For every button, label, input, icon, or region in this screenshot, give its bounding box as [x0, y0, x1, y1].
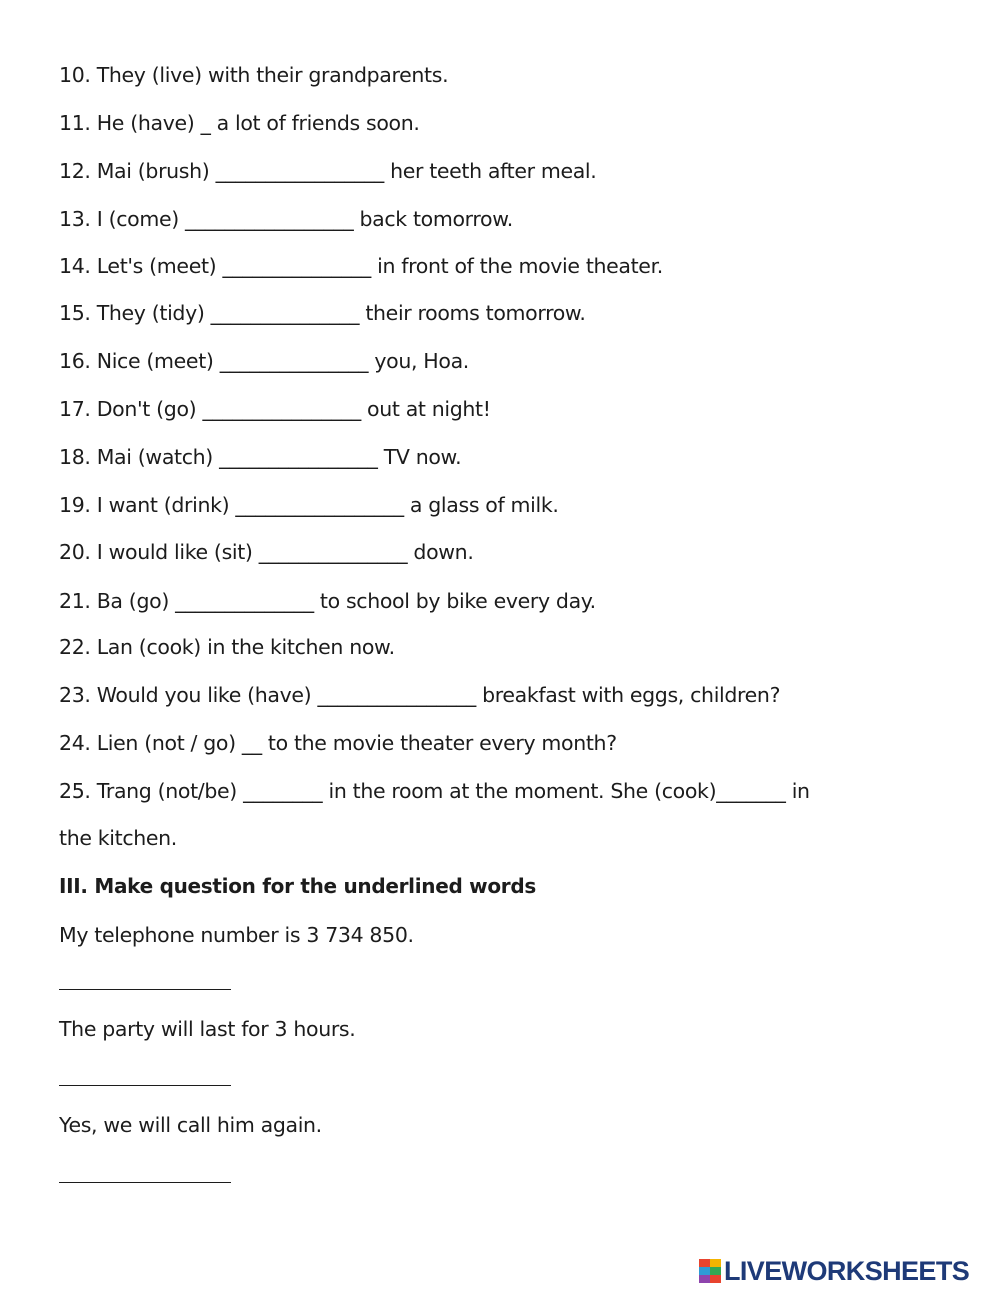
exercise-10: 10. They (live) with their grandparents. [59, 63, 449, 87]
answer-line-3[interactable] [59, 1182, 231, 1183]
question-prompt-1: My telephone number is 3 734 850. [59, 923, 414, 947]
exercise-13: 13. I (come) _________________ back tomorrow. [59, 207, 513, 231]
liveworksheets-logo [699, 1256, 969, 1286]
exercise-25: 25. Trang (not/be) ________ in the room at the moment. She (cook)_______ in [59, 779, 810, 803]
exercise-22: 22. Lan (cook) in the kitchen now. [59, 635, 395, 659]
exercise-17: 17. Don't (go) ________________ out at night! [59, 397, 491, 421]
question-prompt-2: The party will last for 3 hours. [59, 1017, 356, 1041]
exercise-20: 20. I would like (sit) _______________ down. [59, 540, 474, 564]
exercise-12: 12. Mai (brush) _________________ her teeth after meal. [59, 159, 597, 183]
exercise-21: 21. Ba (go) ______________ to school by bike every day. [59, 589, 596, 613]
exercise-19: 19. I want (drink) _________________ a glass of milk. [59, 493, 559, 517]
exercise-24: 24. Lien (not / go) __ to the movie theater every month? [59, 731, 617, 755]
exercise-11: 11. He (have) _ a lot of friends soon. [59, 111, 420, 135]
question-prompt-3: Yes, we will call him again. [59, 1113, 322, 1137]
exercise-15: 15. They (tidy) _______________ their rooms tomorrow. [59, 301, 586, 325]
exercise-14: 14. Let's (meet) _______________ in front of the movie theater. [59, 254, 663, 278]
exercise-16: 16. Nice (meet) _______________ you, Hoa. [59, 349, 469, 373]
exercise-25-continued: the kitchen. [59, 826, 177, 850]
logo-text: LIVEWORKSHEETS [724, 1256, 970, 1286]
answer-line-1[interactable] [59, 989, 231, 990]
exercise-23: 23. Would you like (have) ________________ breakfast with eggs, children? [59, 683, 781, 707]
section-heading: III. Make question for the underlined words [59, 874, 536, 898]
answer-line-2[interactable] [59, 1085, 231, 1086]
exercise-18: 18. Mai (watch) ________________ TV now. [59, 445, 462, 469]
colored-blocks-icon [699, 1259, 721, 1283]
